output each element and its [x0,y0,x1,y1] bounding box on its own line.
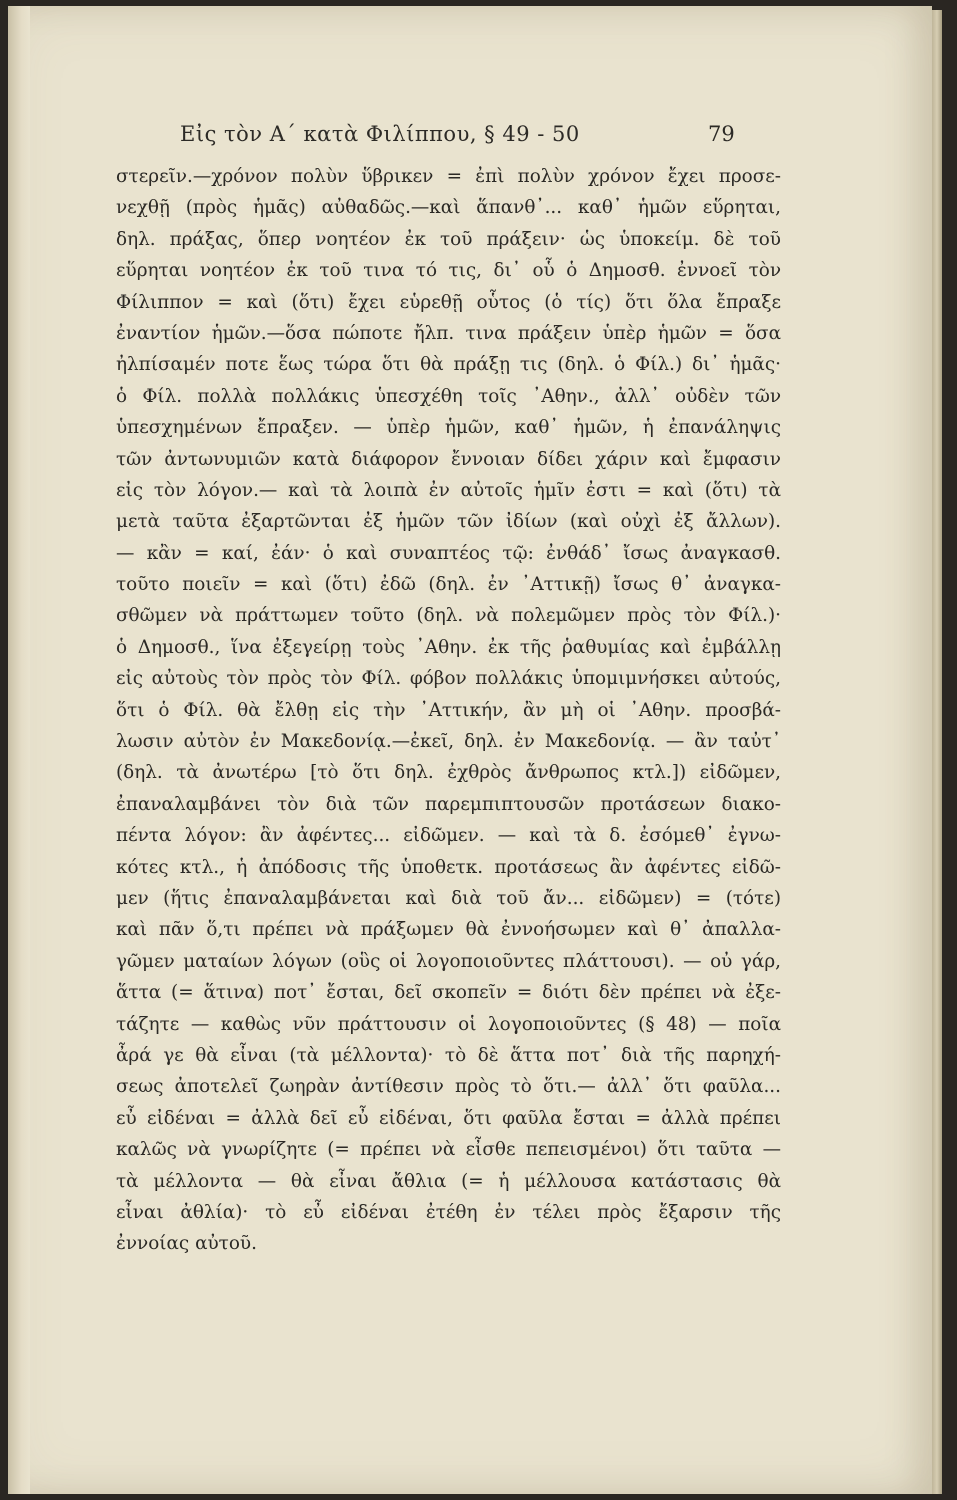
text-line: καλῶς νὰ γνωρίζητε (= πρέπει νὰ εἶσθε πεπεισμένοι) ὅτι ταῦτα — [116,1139,781,1161]
page-gutter [8,6,30,1494]
text-line: τῶν ἀντωνυμιῶν κατὰ διάφορον ἔννοιαν δίδει χάριν καὶ ἔμφασιν [116,448,781,470]
text-line: Φίλιππον = καὶ (ὅτι) ἔχει εὑρεθῇ οὗτος (ὁ τίς) ὅτι ὅλα ἔπραξε [116,291,781,313]
text-line: ὑπεσχημένων ἔπραξεν. — ὑπὲρ ἡμῶν, καθ᾽ ἡμῶν, ἡ ἐπανάληψις [116,417,781,439]
book-page [8,6,932,1494]
text-line: τάζητε — καθὼς νῦν πράττουσιν οἱ λογοποιοῦντες (§ 48) — ποῖα [116,1013,781,1035]
running-head-title: Εἰς τὸν Α΄ κατὰ Φιλίππου, § 49 - 50 [180,122,580,146]
text-line: ὁ Φίλ. πολλὰ πολλάκις ὑπεσχέθη τοῖς ᾿Αθην., ἀλλ᾽ οὐδὲν τῶν [116,385,781,407]
text-line: εἶναι ἀθλία)· τὸ εὖ εἰδέναι ἐτέθη ἐν τέλει πρὸς ἔξαρσιν τῆς [116,1201,781,1223]
commentary-text [116,161,781,1260]
page-number: 79 [708,122,735,146]
text-line: δηλ. πράξας, ὅπερ νοητέον ἐκ τοῦ πράξειν· ὡς ὑποκείμ. δὲ τοῦ [116,228,781,250]
text-line: ἐπαναλαμβάνει τὸν διὰ τῶν παρεμπιπτουσῶν προτάσεων διακο- [116,793,781,815]
text-line: σθῶμεν νὰ πράττωμεν τοῦτο (δηλ. νὰ πολεμῶμεν πρὸς τὸν Φίλ.)· [116,605,781,627]
text-line: τὰ μέλλοντα — θὰ εἶναι ἄθλια (= ἡ μέλλουσα κατάστασις θὰ [116,1170,781,1192]
text-line: γῶμεν ματαίων λόγων (οὓς οἱ λογοποιοῦντες πλάττουσι). — οὐ γάρ, [116,950,781,972]
text-line: λωσιν αὐτὸν ἐν Μακεδονίᾳ.—ἐκεῖ, δηλ. ἐν Μακεδονίᾳ. — ἂν ταὐτ᾽ [116,731,781,753]
text-line: σεως ἀποτελεῖ ζωηρὰν ἀντίθεσιν πρὸς τὸ ὅτι.— ἀλλ᾽ ὅτι φαῦλα... [116,1076,781,1098]
text-line: εὖ εἰδέναι = ἀλλὰ δεῖ εὖ εἰδέναι, ὅτι φαῦλα ἔσται = ἀλλὰ πρέπει [116,1107,781,1129]
text-line: ὅτι ὁ Φίλ. θὰ ἔλθῃ εἰς τὴν ᾿Αττικήν, ἂν μὴ οἱ ᾿Αθην. προσβά- [116,699,781,721]
text-line: μεν (ἥτις ἐπαναλαμβάνεται καὶ διὰ τοῦ ἄν... εἰδῶμεν) = (τότε) [116,887,781,909]
text-line: — κἂν = καί, ἐάν· ὁ καὶ συναπτέος τῷ: ἐνθάδ᾽ ἴσως ἀναγκασθ. [116,542,781,564]
text-line: ἐναντίον ἡμῶν.—ὅσα πώποτε ἤλπ. τινα πράξειν ὑπὲρ ἡμῶν = ὅσα [116,322,781,344]
text-line: τοῦτο ποιεῖν = καὶ (ὅτι) ἐδῶ (δηλ. ἐν ᾿Αττικῇ) ἴσως θ᾽ ἀναγκα- [116,574,781,596]
text-line: νεχθῇ (πρὸς ἡμᾶς) αὐθαδῶς.—καὶ ἅπανθ᾽... καθ᾽ ἡμῶν εὕρηται, [116,197,781,219]
text-line: πέντα λόγον: ἂν ἀφέντες... εἰδῶμεν. — καὶ τὰ δ. ἐσόμεθ᾽ ἐγνω- [116,825,781,847]
page-fore-edge [932,10,942,1494]
text-line: εἰς αὐτοὺς τὸν πρὸς τὸν Φίλ. φόβον πολλάκις ὑπομιμνήσκει αὐτούς, [116,668,781,690]
text-line-last: ἐννοίας αὐτοῦ. [116,1233,257,1255]
text-line: κότες κτλ., ἡ ἀπόδοσις τῆς ὑποθετκ. προτάσεως ἂν ἀφέντες εἰδῶ- [116,856,781,878]
text-line: στερεῖν.—χρόνον πολὺν ὕβρικεν = ἐπὶ πολὺν χρόνον ἔχει προσε- [116,166,781,187]
running-head [8,122,932,152]
text-line: ὁ Δημοσθ., ἵνα ἐξεγείρῃ τοὺς ᾿Αθην. ἐκ τῆς ῥαθυμίας καὶ ἐμβάλλῃ [116,636,781,658]
text-line: ἠλπίσαμέν ποτε ἕως τώρα ὅτι θὰ πράξῃ τις (δηλ. ὁ Φίλ.) δι᾽ ἡμᾶς· [116,354,781,376]
text-line: εἰς τὸν λόγον.— καὶ τὰ λοιπὰ ἐν αὐτοῖς ἡμῖν ἐστι = καὶ (ὅτι) τὰ [116,479,781,501]
text-line: καὶ πᾶν ὅ,τι πρέπει νὰ πράξωμεν θὰ ἐννοήσωμεν καὶ θ᾽ ἀπαλλα- [116,919,781,941]
text-line: (δηλ. τὰ ἀνωτέρω [τὸ ὅτι δηλ. ἐχθρὸς ἄνθρωπος κτλ.]) εἰδῶμεν, [116,762,781,784]
text-line: εὕρηται νοητέον ἐκ τοῦ τινα τό τις, δι᾽ οὗ ὁ Δημοσθ. ἐννοεῖ τὸν [116,260,781,282]
text-line: ἆρά γε θὰ εἶναι (τὰ μέλλοντα)· τὸ δὲ ἅττα ποτ᾽ διὰ τῆς παρηχή- [116,1044,781,1066]
text-line: μετὰ ταῦτα ἐξαρτῶνται ἐξ ἡμῶν τῶν ἰδίων (καὶ οὐχὶ ἐξ ἄλλων). [116,511,781,533]
text-line: ἅττα (= ἅτινα) ποτ᾽ ἔσται, δεῖ σκοπεῖν = διότι δὲν πρέπει νὰ ἐξε- [116,982,781,1004]
